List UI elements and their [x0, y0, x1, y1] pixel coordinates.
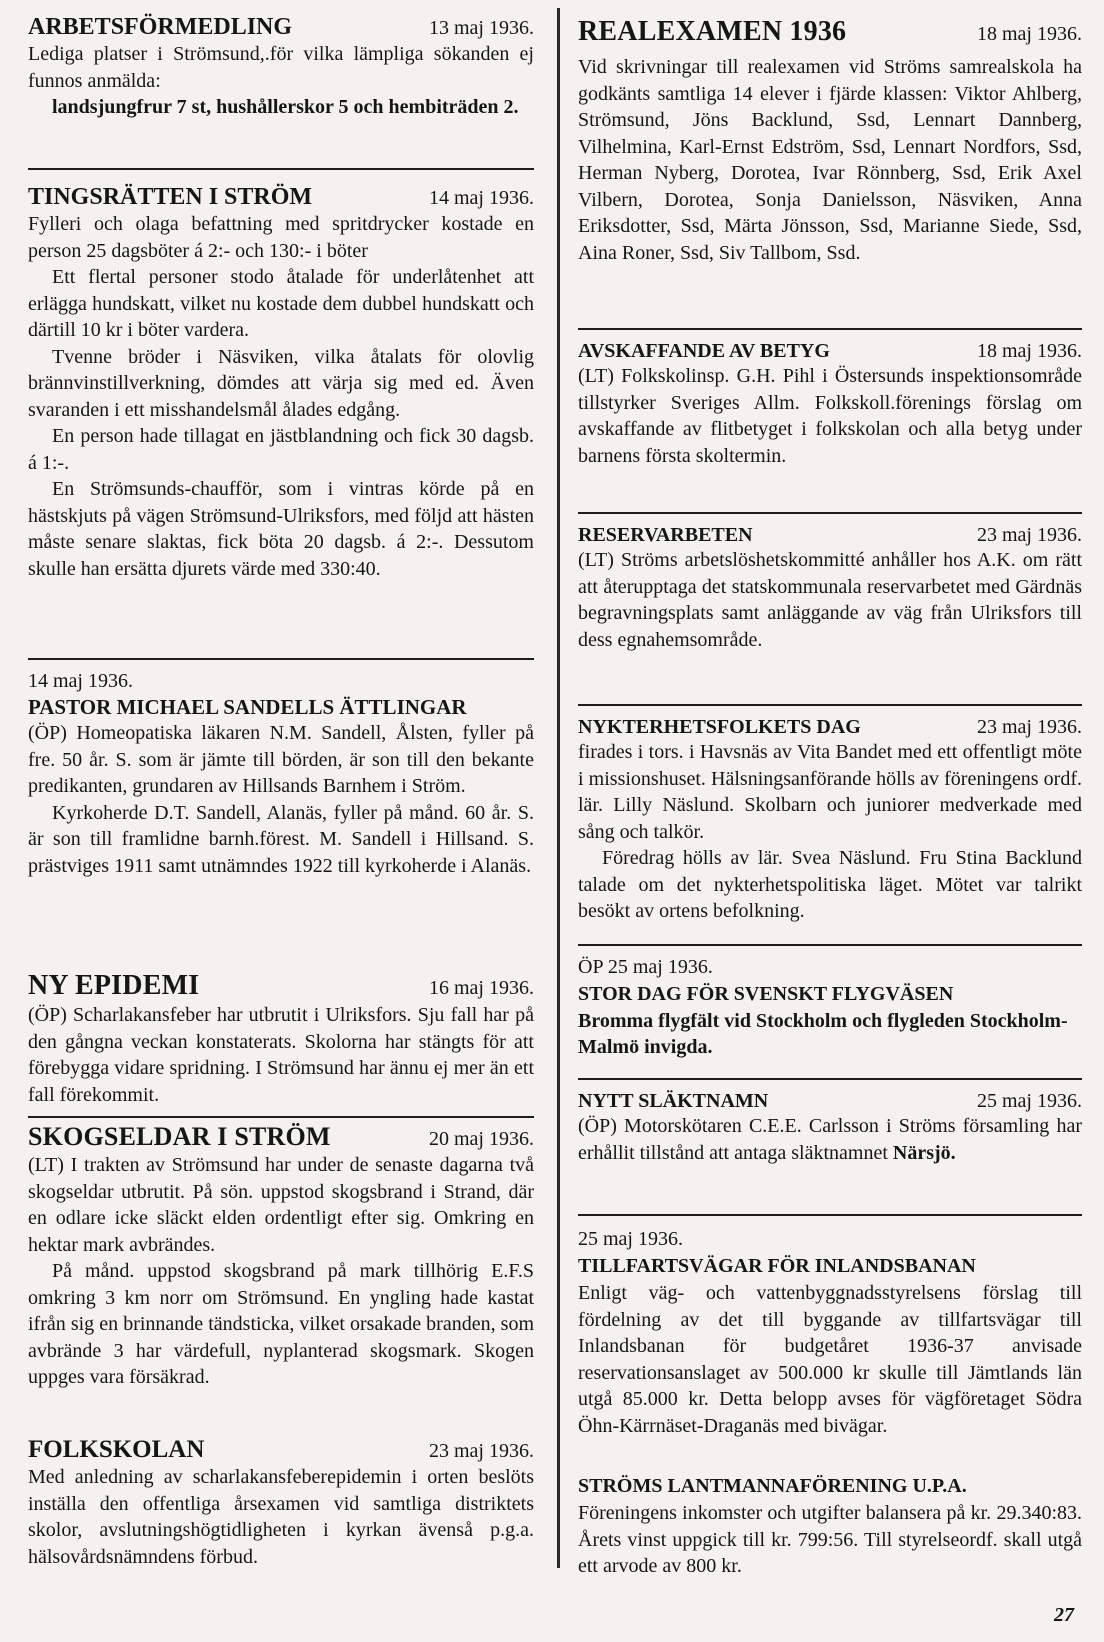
article-title: NYTT SLÄKTNAMN	[578, 1090, 769, 1112]
article-skogseldar	[28, 1122, 534, 1391]
article-title: STRÖMS LANTMANNAFÖRENING U.P.A.	[578, 1475, 967, 1497]
article-realexamen	[578, 16, 1082, 266]
article-title: PASTOR MICHAEL SANDELLS ÄTTLINGAR	[28, 695, 467, 719]
article-title: SKOGSELDAR I STRÖM	[28, 1122, 331, 1151]
divider	[578, 1214, 1082, 1216]
article-text: (LT) I trakten av Strömsund har under de senaste dagarna två skogseldar utbrutit. På sön. uppstod skogsbrand i Strand, där en odlare icke släckt elden ordentligt efter sig. Omkring en hektar mark avbrändes.	[28, 1154, 534, 1256]
article-title: FOLKSKOLAN	[28, 1436, 205, 1463]
article-date: 14 maj 1936.	[28, 670, 133, 692]
article-date: 23 maj 1936.	[429, 1440, 534, 1462]
article-title: RESERVARBETEN	[578, 524, 753, 546]
article-folkskolan	[28, 1436, 534, 1570]
article-date: ÖP 25 maj 1936.	[578, 956, 713, 978]
article-inlandsbanan	[578, 1226, 1082, 1439]
article-date: 23 maj 1936.	[977, 716, 1082, 738]
article-text: Enligt väg- och vattenbyggnadsstyrelsens förslag till fördelning av det till byggande av tillfartsvägar till Inlandsbanan för budgetåret 1936-37 anvisade reservationsanslaget av 500.000 kr skulle till Jämtlands län utgå 85.000 kr. Detta belopp avses för vägföretaget Södra Öhn-Kärrnäset-Draganäs med bivägar.	[578, 1282, 1082, 1437]
article-text: En person hade tillagat en jästblandning och fick 30 dagsb. á 1:-.	[28, 425, 534, 474]
divider	[578, 328, 1082, 330]
article-text: (ÖP) Scharlakansfeber har utbrutit i Ulriksfors. Sju fall har på den gångna veckan konstaterats. Skolorna har stängts för att förebygga vidare spridning. I Strömsund har ännu ej mer än ett fall förekommit.	[28, 1004, 534, 1106]
article-text: Med anledning av scharlakansfeberepidemin i orten beslöts inställa den offentliga årsexamen vid samtliga distriktets skolor, avslutningshögtidligheten i kyrkan ävenså p.g.a. hälsovårdsnämndens förbud.	[28, 1466, 534, 1568]
article-flygvasen	[578, 954, 1082, 1060]
article-date: 18 maj 1936.	[977, 340, 1082, 362]
article-tingsratten	[28, 184, 534, 582]
article-text-part: (ÖP) Motorskötaren C.E.E. Carlsson i Ströms församling har erhållit tillstånd att antaga släktnamnet	[578, 1115, 1082, 1164]
article-title: ARBETSFÖRMEDLING	[28, 14, 293, 40]
article-title: NY EPIDEMI	[28, 970, 200, 1001]
article-date: 23 maj 1936.	[977, 524, 1082, 546]
article-date: 18 maj 1936.	[977, 23, 1082, 45]
divider	[578, 1078, 1082, 1080]
article-text: Fylleri och olaga befattning med spritdrycker kostade en person 25 dagsböter á 2:- och 130:- i böter	[28, 213, 534, 262]
article-title: NYKTERHETSFOLKETS DAG	[578, 716, 861, 738]
article-text: firades i tors. i Havsnäs av Vita Bandet med ett offentligt möte i missionshuset. Hälsningsanförande hölls av föreningens ordf. lär. Lilly Näslund. Skolbarn och juniorer medverkade med sång och talkör.	[578, 741, 1082, 843]
article-text: Föredrag hölls av lär. Svea Näslund. Fru Stina Backlund talade om det nykterhetspolitiska läget. Mötet var talrikt besökt av ortens befolkning.	[578, 847, 1082, 922]
article-title: REALEXAMEN 1936	[578, 16, 847, 47]
article-arbetsformedling	[28, 14, 534, 121]
article-sandell	[28, 668, 534, 879]
article-title: TINGSRÄTTEN I STRÖM	[28, 184, 313, 210]
article-betyg	[578, 340, 1082, 469]
divider	[28, 658, 534, 660]
divider	[578, 944, 1082, 946]
article-date: 16 maj 1936.	[429, 977, 534, 999]
article-date: 20 maj 1936.	[429, 1128, 534, 1150]
surname-bold: Närsjö.	[892, 1141, 956, 1164]
article-text	[578, 1113, 1082, 1166]
article-text: En Strömsunds-chaufför, som i vintras körde på en hästskjuts på vägen Strömsund-Ulriksfors, med följd att hästen måste senare slaktas, fick böta 20 dagsb. á 2:-. Dessutom skulle han ersätta djurets värde med 330:40.	[28, 478, 534, 580]
divider	[578, 512, 1082, 514]
divider	[578, 704, 1082, 706]
article-slaktnamn	[578, 1090, 1082, 1166]
article-text: (LT) Folkskolinsp. G.H. Pihl i Östersunds inspektionsområde tillstyrker Sveriges Allm. Folkskoll.förenings förslag om avskaffande av flitbetyget i folkskolan och alla betyg under barnens första skoltermin.	[578, 365, 1082, 467]
article-date: 13 maj 1936.	[429, 17, 534, 39]
article-subtitle: Bromma flygfält vid Stockholm och flygleden Stockholm-Malmö invigda.	[578, 1010, 1068, 1058]
article-reservarbeten	[578, 524, 1082, 653]
article-epidemi	[28, 970, 534, 1108]
article-lantmanna	[578, 1472, 1082, 1580]
article-text: Lediga platser i Strömsund,.för vilka lämpliga sökanden ej funnos anmälda:	[28, 43, 534, 92]
article-title: AVSKAFFANDE AV BETYG	[578, 340, 830, 362]
article-nykterhet	[578, 716, 1082, 925]
divider	[28, 168, 534, 170]
page-number: 27	[1054, 1604, 1074, 1626]
article-text: Kyrkoherde D.T. Sandell, Alanäs, fyller på månd. 60 år. S. är son till framlidne barnh.förest. M. Sandell i Hillsand. S. prästviges 1911 samt utnämndes 1922 till kyrkoherde i Alanäs.	[28, 801, 534, 877]
divider	[28, 1116, 534, 1118]
article-date: 14 maj 1936.	[429, 187, 534, 209]
column-divider	[557, 8, 560, 1568]
article-text: Ett flertal personer stodo åtalade för underlåtenhet att erlägga hundskatt, vilket nu kostade dem dubbel hundskatt och därtill 10 kr i böter vardera.	[28, 266, 534, 341]
article-text: Tvenne bröder i Näsviken, vilka åtalats för olovlig brännvinstillverkning, dömdes att värja sig med ed. Även svaranden i ett misshandelsmål ålades edgång.	[28, 345, 534, 421]
article-bold-text: landsjungfrur 7 st, hushållerskor 5 och hembiträden 2.	[52, 96, 519, 118]
article-text: (ÖP) Homeopatiska läkaren N.M. Sandell, Ålsten, fyller på fre. 50 år. S. som är jämte till börden, är son till den bekante predikanten, grundaren av Hillsands Barnhem i Ström.	[28, 722, 534, 797]
article-text: (LT) Ströms arbetslöshetskommitté anhåller hos A.K. om rätt att återupptaga det statskommunala reservarbetet med Gärdnäs begravningsplats samt anläggande av väg från Ulriksfors till dess egnahemsområde.	[578, 549, 1082, 651]
article-text: Vid skrivningar till realexamen vid Ströms samrealskola ha godkänts samtliga 14 elever i fjärde klassen: Viktor Ahlberg, Strömsund, Jöns Backlund, Ssd, Lennart Dannberg, Vilhelmina, Karl-Ernst Edström, Ssd, Lennart Nordfors, Ssd, Herman Nyberg, Dorotea, Ivar Rönnberg, Ssd, Erik Axel Vilbern, Dorotea, Sonja Danielsson, Näsviken, Anna Eriksdotter, Ssd, Märta Jönsson, Ssd, Marianne Siede, Ssd, Aina Roner, Ssd, Siv Tallbom, Ssd.	[578, 56, 1082, 264]
article-date: 25 maj 1936.	[977, 1090, 1082, 1112]
article-text: Föreningens inkomster och utgifter balansera på kr. 29.340:83. Årets vinst uppgick till kr. 799:56. Till styrelseordf. skall utgå ett arvode av 800 kr.	[578, 1502, 1082, 1577]
article-text: På månd. uppstod skogsbrand på mark tillhörig E.F.S omkring 3 km norr om Strömsund. En yngling hade kastat ifrån sig en brinnande tändsticka, vilket orsakade branden, som avbrände 3 har värdefull, nyplanterad skogsmark. Skogen uppges vara försäkrad.	[28, 1260, 534, 1388]
article-date: 25 maj 1936.	[578, 1228, 683, 1250]
article-title: TILLFARTSVÄGAR FÖR INLANDSBANAN	[578, 1255, 976, 1277]
article-title: STOR DAG FÖR SVENSKT FLYGVÄSEN	[578, 983, 954, 1005]
